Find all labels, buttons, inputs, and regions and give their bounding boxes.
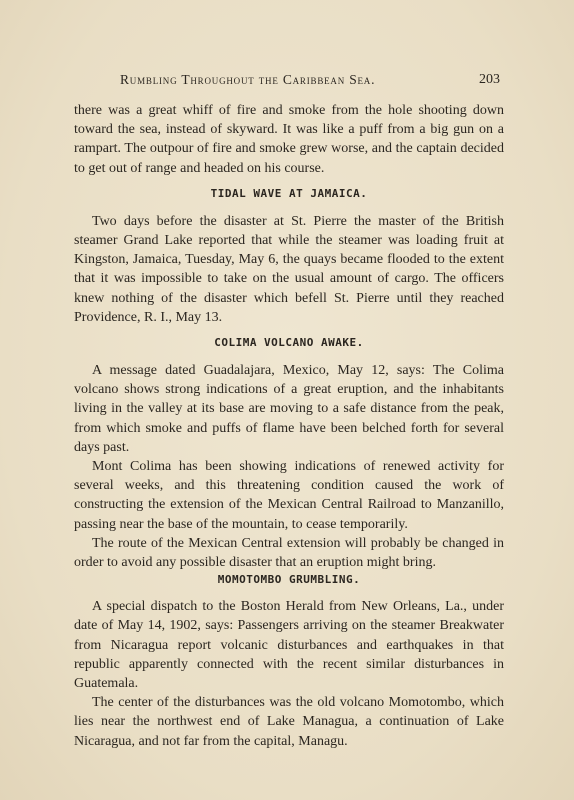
running-title: Rumbling Throughout the Caribbean Sea. — [120, 72, 376, 87]
page-header — [75, 72, 503, 90]
section-heading-momotombo: MOMOTOMBO GRUMBLING. — [217, 573, 361, 587]
page-body — [74, 101, 504, 751]
paragraph-colima-1: A message dated Guadalajara, Mexico, May 12, says: The Colima volcano shows strong indications of a great eruption, and the inhabitants living in the valley at its base are moving to a safe distance from the peak, from which smoke and puffs of flame have been belched forth for several days past. — [74, 363, 504, 455]
page-number: 203 — [479, 72, 500, 87]
paragraph-colima-3: The route of the Mexican Central extension will probably be changed in order to avoid any possible disaster that an eruption might bring. — [74, 535, 504, 571]
paragraph-tidal-wave: Two days before the disaster at St. Pierre the master of the British steamer Grand Lake reported that while the steamer was loading fruit at Kingston, Jamaica, Tuesday, May 6, the quays became flooded to the extent that it was impossible to take on the usual amount of cargo. The officers knew nothing of the disaster which befell St. Pierre until they reached Providence, R. I., May 13. — [74, 213, 504, 325]
paragraph-momotombo-2: The center of the disturbances was the old volcano Momotombo, which lies near the northwest end of Lake Managua, a continuation of Lake Nicaragua, and not far from the capital, Managu. — [74, 695, 504, 749]
paragraph-colima-2: Mont Colima has been showing indications of renewed activity for several weeks, and this threatening condition caused the work of constructing the extension of the Mexican Central Railroad to Manzanillo, passing near the base of the mountain, to cease temporarily. — [74, 459, 504, 532]
section-heading-tidal-wave: TIDAL WAVE AT JAMAICA. — [210, 186, 368, 200]
paragraph-momotombo-1: A special dispatch to the Boston Herald from New Orleans, La., under date of May 14, 1902, says: Passengers arriving on the steamer Breakwater from Nicaragua report volcanic disturbances and earthquakes in that republic apparently connected with the recent similar disturbances in Guatemala. — [74, 599, 504, 692]
section-heading-colima: COLIMA VOLCANO AWAKE. — [214, 336, 364, 350]
paragraph-continuation: there was a great whiff of fire and smoke from the hole shooting down toward the sea, instead of skyward. It was like a puff from a big gun on a rampart. The outpour of fire and smoke grew worse, and the captain decided to get out of range and headed on his course. — [74, 103, 504, 176]
